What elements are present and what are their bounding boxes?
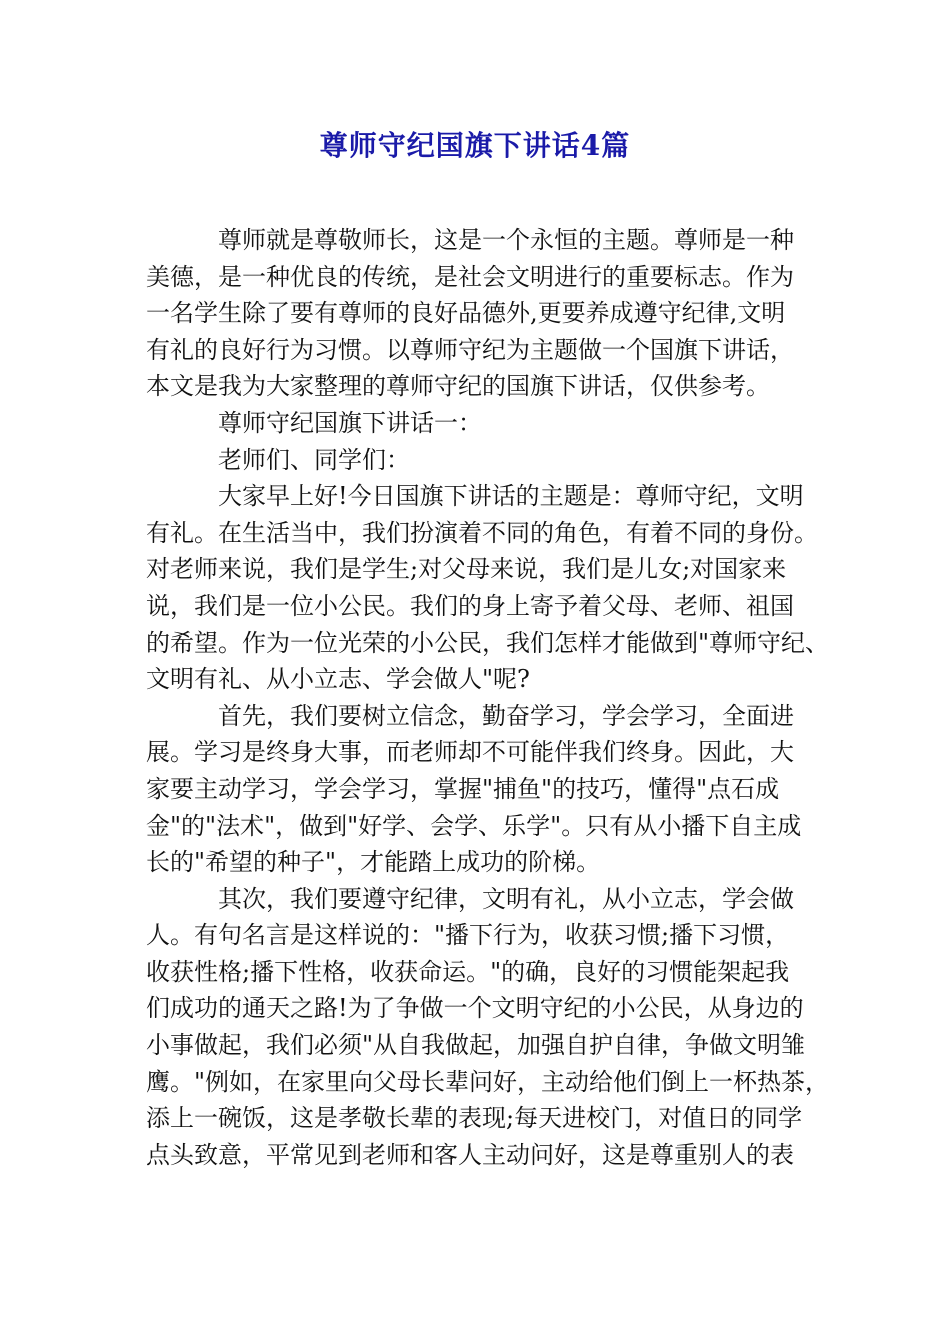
text-line: 本文是我为大家整理的尊师守纪的国旗下讲话，仅供参考。 (146, 372, 770, 401)
text-line: 首先，我们要树立信念，勤奋学习，学会学习，全面进 (218, 701, 794, 730)
text-line: 尊师就是尊敬师长，这是一个永恒的主题。尊师是一种 (218, 226, 794, 254)
text-line: 对老师来说，我们是学生;对父母来说，我们是儿女;对国家来 (146, 555, 787, 584)
text-line: 其次，我们要遵守纪律，文明有礼，从小立志，学会做 (218, 884, 794, 913)
text-line: 有礼的良好行为习惯。以尊师守纪为主题做一个国旗下讲话， (146, 335, 794, 364)
document-body (146, 222, 830, 1173)
text-line: 小事做起，我们必须"从自我做起，加强自护自律，争做文明雏 (146, 1031, 806, 1060)
text-line: 美德，是一种优良的传统，是社会文明进行的重要标志。作为 (146, 262, 794, 291)
text-line: 长的"希望的种子"，才能踏上成功的阶梯。 (146, 848, 601, 877)
text-line: 说，我们是一位小公民。我们的身上寄予着父母、老师、祖国 (146, 591, 794, 620)
text-line: 有礼。在生活当中，我们扮演着不同的角色，有着不同的身份。 (146, 518, 818, 547)
text-line: 一名学生除了要有尊师的良好品德外,更要养成遵守纪律,文明 (146, 299, 786, 328)
text-line: 收获性格;播下性格，收获命运。"的确，良好的习惯能架起我 (146, 957, 790, 986)
salutation: 老师们、同学们： (218, 445, 410, 474)
text-line: 文明有礼、从小立志、学会做人"呢? (146, 665, 530, 694)
text-line: 金"的"法术"，做到"好学、会学、乐学"。只有从小播下自主成 (146, 811, 802, 840)
text-line: 点头致意，平常见到老师和客人主动问好，这是尊重别人的表 (146, 1140, 794, 1169)
document-title: 尊师守纪国旗下讲话4篇 (319, 129, 631, 162)
section-heading: 尊师守纪国旗下讲话一： (218, 408, 482, 437)
text-line: 添上一碗饭，这是孝敬长辈的表现;每天进校门，对值日的同学 (146, 1104, 803, 1133)
text-line: 家要主动学习，学会学习，掌握"捕鱼"的技巧，懂得"点石成 (146, 774, 780, 803)
text-line: 展。学习是终身大事，而老师却不可能伴我们终身。因此，大 (146, 738, 794, 767)
text-line: 们成功的通天之路!为了争做一个文明守纪的小公民，从身边的 (146, 994, 804, 1023)
text-line: 鹰。"例如，在家里向父母长辈问好，主动给他们倒上一杯热茶， (146, 1067, 830, 1096)
text-line: 的希望。作为一位光荣的小公民，我们怎样才能做到"尊师守纪、 (146, 628, 830, 657)
text-line: 人。有句名言是这样说的："播下行为，收获习惯;播下习惯， (146, 921, 790, 950)
text-line: 大家早上好!今日国旗下讲话的主题是：尊师守纪，文明 (218, 482, 804, 511)
